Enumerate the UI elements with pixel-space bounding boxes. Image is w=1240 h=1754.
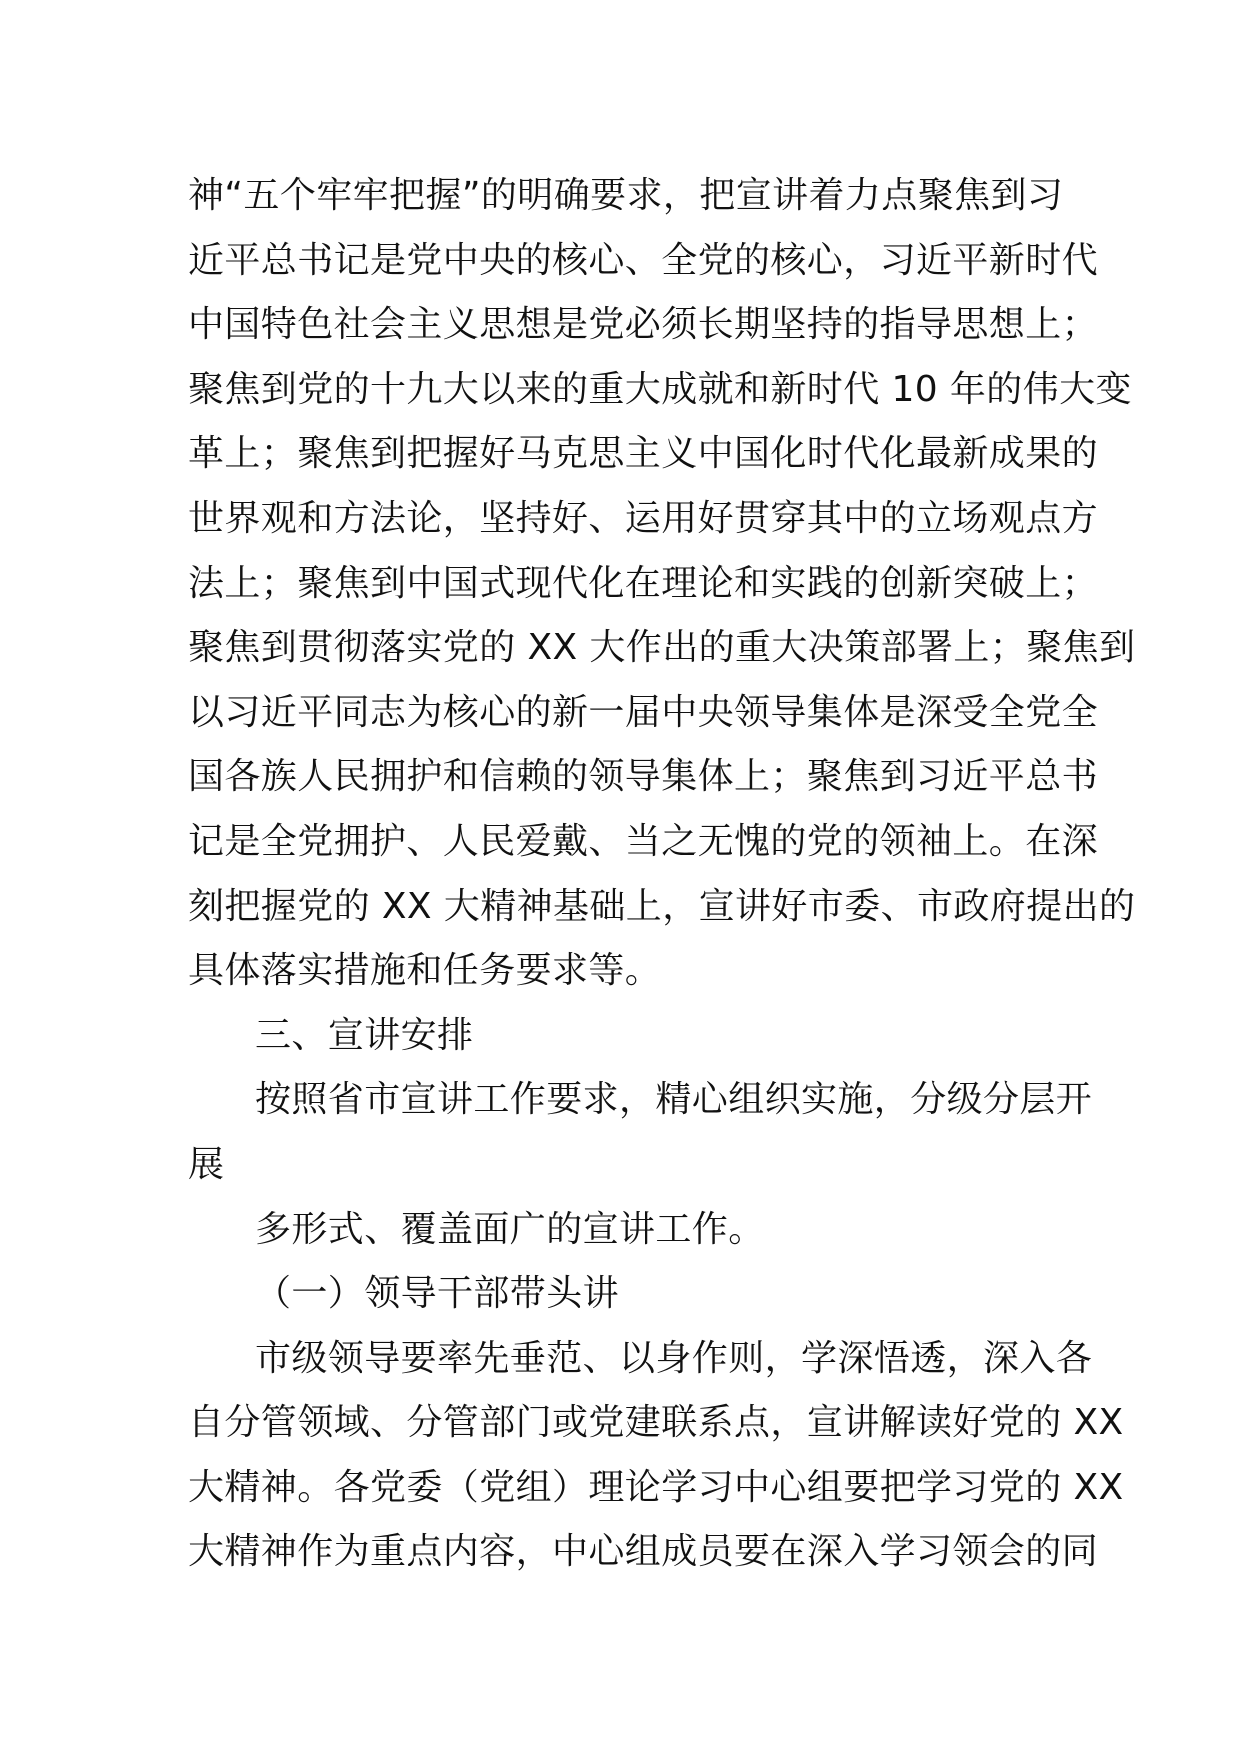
paragraph-line: 自分管领域、分管部门或党建联系点，宣讲解读好党的 XX <box>188 1402 1124 1444</box>
paragraph-line: 法上；聚焦到中国式现代化在理论和实践的创新突破上； <box>188 562 1099 604</box>
subsection-heading: （一）领导干部带头讲 <box>255 1273 620 1315</box>
paragraph-line: 神“五个牢牢把握”的明确要求，把宣讲着力点聚焦到习 <box>188 175 1064 216</box>
paragraph-line: 记是全党拥护、人民爱戴、当之无愧的党的领袖上。在深 <box>188 820 1099 862</box>
section-heading: 三、宣讲安排 <box>255 1014 474 1056</box>
paragraph-line: 市级领导要率先垂范、以身作则，学深悟透，深入各 <box>255 1337 1093 1379</box>
paragraph-line: 大精神作为重点内容，中心组成员要在深入学习领会的同 <box>188 1531 1099 1573</box>
paragraph-line: 多形式、覆盖面广的宣讲工作。 <box>255 1208 765 1250</box>
paragraph-line: 具体落实措施和任务要求等。 <box>188 950 662 992</box>
paragraph-line: 展 <box>188 1143 225 1185</box>
paragraph-line: 中国特色社会主义思想是党必须长期坚持的指导思想上； <box>188 304 1099 346</box>
paragraph-line: 近平总书记是党中央的核心、全党的核心，习近平新时代 <box>188 239 1099 281</box>
paragraph-line: 以习近平同志为核心的新一届中央领导集体是深受全党全 <box>188 691 1099 733</box>
paragraph-line: 革上；聚焦到把握好马克思主义中国化时代化最新成果的 <box>188 433 1099 475</box>
paragraph-line: 按照省市宣讲工作要求，精心组织实施，分级分层开 <box>255 1079 1093 1121</box>
paragraph-line: 刻把握党的 XX 大精神基础上，宣讲好市委、市政府提出的 <box>188 885 1136 927</box>
paragraph-line: 聚焦到贯彻落实党的 XX 大作出的重大决策部署上；聚焦到 <box>188 627 1136 669</box>
paragraph-line: 聚焦到党的十九大以来的重大成就和新时代 10 年的伟大变 <box>188 368 1132 410</box>
paragraph-line: 大精神。各党委（党组）理论学习中心组要把学习党的 XX <box>188 1466 1124 1508</box>
document-body <box>188 164 1136 1585</box>
paragraph-line: 世界观和方法论，坚持好、运用好贯穿其中的立场观点方 <box>188 497 1099 539</box>
paragraph-line: 国各族人民拥护和信赖的领导集体上；聚焦到习近平总书 <box>188 756 1099 798</box>
